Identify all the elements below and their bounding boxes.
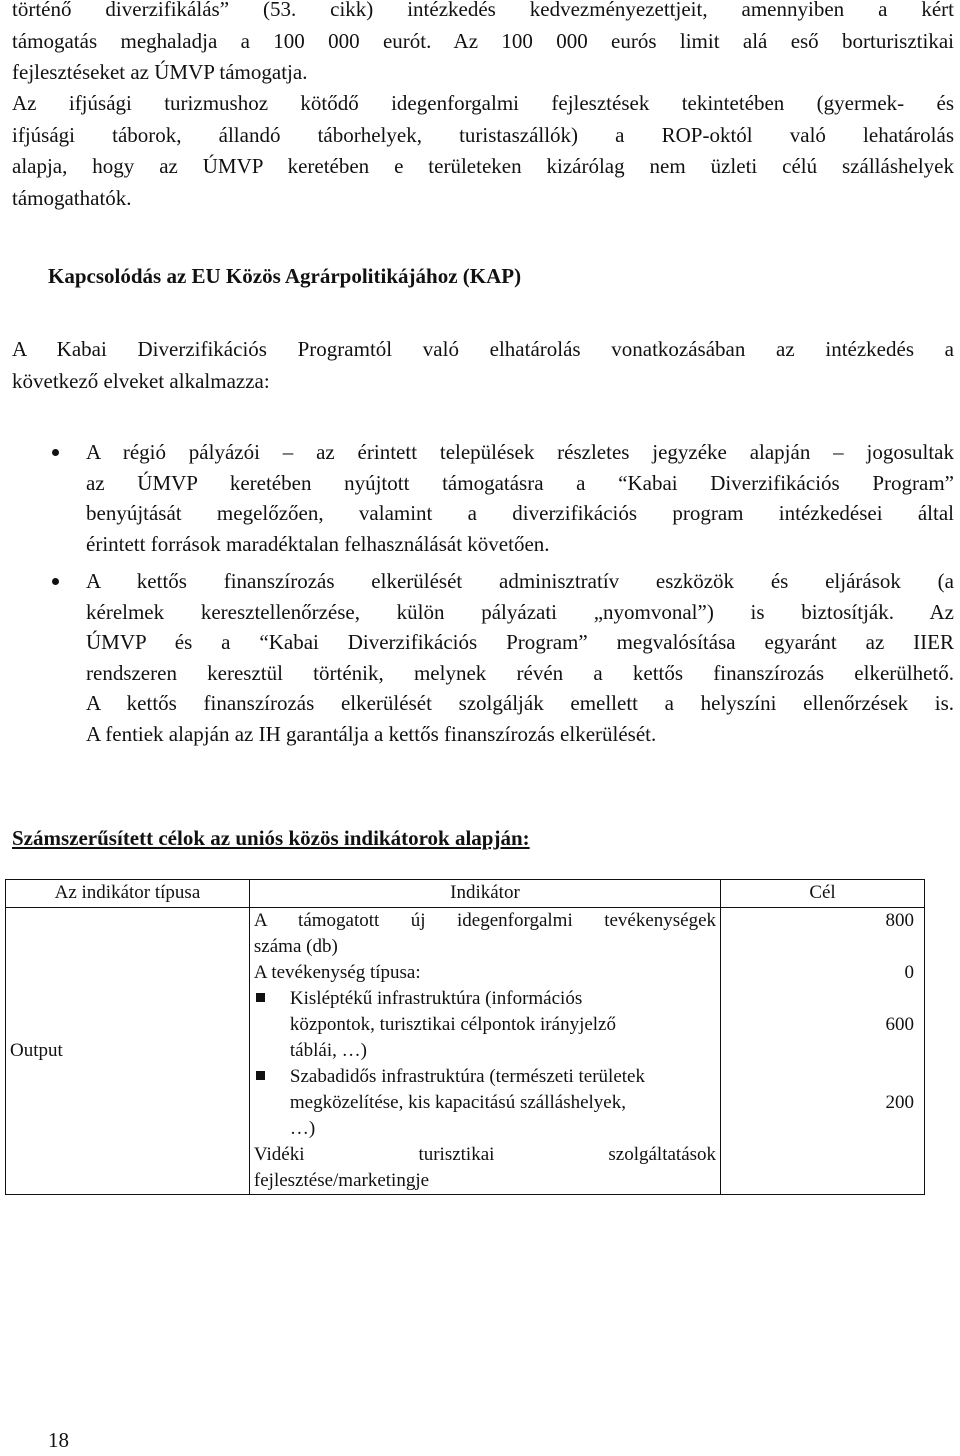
youth-tourism-paragraph [12, 88, 954, 214]
square-bullet-icon [256, 1071, 265, 1080]
indicator-text: …) [289, 1118, 316, 1139]
bullet-line: A fentiek alapján az IH garantálja a kettős finanszírozás elkerülését. [86, 721, 657, 746]
intro-paragraph [12, 0, 954, 89]
youth-line: Az ifjúsági turizmushoz kötődő idegenforgalmi fejlesztések tekintetében (gyermek- és [12, 91, 954, 115]
bullet-line: az ÚMVP keretében nyújtott támogatásra a “Kabai Diverzifikációs Program” [86, 470, 954, 495]
indicator-text: Vidéki turisztikai szolgáltatások [253, 1144, 717, 1165]
table-row [6, 908, 925, 1195]
bullet-line: ÚMVP és a “Kabai Diverzifikációs Program” megvalósítása egyaránt az IIER [86, 630, 954, 654]
target-cell [721, 908, 925, 1195]
indicator-text: Szabadidős infrastruktúra (természeti területek [289, 1066, 645, 1087]
indicator-subitem [254, 1064, 716, 1142]
bullet-line: kérelmek keresztellenőrzése, külön pályázati „nyomvonal”) is biztosítják. Az [86, 599, 954, 624]
column-header-indicator: Indikátor [249, 880, 720, 908]
bullet-line: benyújtását megelőzően, valamint a diverzifikációs program intézkedései által [86, 501, 954, 525]
indicators-heading: Számszerűsített célok az uniós közös indikátorok alapján: [12, 826, 530, 850]
indicator-subitem [254, 986, 716, 1064]
table-header-row [6, 880, 925, 908]
youth-line: alapja, hogy az ÚMVP keretében e területeken kizárólag nem üzleti célú szálláshelyek [12, 154, 954, 178]
indicators-table [5, 879, 925, 1195]
youth-line: támogathatók. [12, 185, 132, 210]
bullet-line: A kettős finanszírozás elkerülését adminisztratív eszközök és eljárások (a [86, 569, 954, 593]
intro-line: történő diverzifikálás” (53. cikk) intézkedés kedvezményezettjeit, amennyiben a kért [12, 0, 954, 21]
bullet-line: A kettős finanszírozás elkerülését szolgálják emellett a helyszíni ellenőrzések is. [86, 691, 954, 715]
bullet-line: rendszeren keresztül történik, melynek révén a kettős finanszírozás elkerülhető. [86, 660, 954, 685]
indicator-text: A tevékenység típusa: [253, 962, 421, 983]
principles-list [86, 437, 954, 756]
target-value: 600 [885, 1014, 914, 1035]
page-number: 18 [48, 1428, 69, 1452]
kap-paragraph [12, 334, 954, 397]
kap-line: A Kabai Diverzifikációs Programtól való elhatárolás vonatkozásában az intézkedés a [12, 337, 954, 361]
column-header-type: Az indikátor típusa [6, 880, 250, 908]
bullet-icon [52, 449, 59, 456]
youth-line: ifjúsági táborok, állandó táborhelyek, turistaszállók) a ROP-októl való lehatárolás [12, 122, 954, 147]
indicator-text: A támogatott új idegenforgalmi tevékenységek [253, 910, 717, 931]
target-value: 200 [885, 1092, 914, 1113]
target-value: 0 [904, 962, 914, 983]
indicator-type-cell: Output [6, 908, 250, 1195]
kap-line: következő elveket alkalmazza: [12, 368, 270, 393]
indicator-text: megközelítése, kis kapacitású szálláshelyek, [289, 1092, 626, 1113]
list-item [86, 566, 954, 749]
intro-line: támogatás meghaladja a 100 000 eurót. Az 100 000 eurós limit alá eső borturisztikai [12, 28, 954, 53]
indicator-text: táblái, …) [289, 1040, 367, 1061]
indicator-text: fejlesztése/marketingje [253, 1170, 430, 1191]
kap-heading: Kapcsolódás az EU Közös Agrárpolitikájához (KAP) [48, 264, 522, 288]
list-item [86, 437, 954, 559]
indicator-text: Kisléptékű infrastruktúra (információs [289, 988, 583, 1009]
indicator-text: száma (db) [253, 936, 338, 957]
indicator-cell [249, 908, 720, 1195]
column-header-target: Cél [721, 880, 925, 908]
bullet-line: A régió pályázói – az érintett települések részletes jegyzéke alapján – jogosultak [86, 440, 954, 464]
bullet-icon [52, 578, 59, 585]
bullet-line: érintett források maradéktalan felhasználását követően. [86, 531, 550, 556]
target-value: 800 [885, 910, 914, 931]
indicator-text: központok, turisztikai célpontok irányjelző [289, 1014, 616, 1035]
square-bullet-icon [256, 993, 265, 1002]
intro-line: fejlesztéseket az ÚMVP támogatja. [12, 60, 308, 84]
